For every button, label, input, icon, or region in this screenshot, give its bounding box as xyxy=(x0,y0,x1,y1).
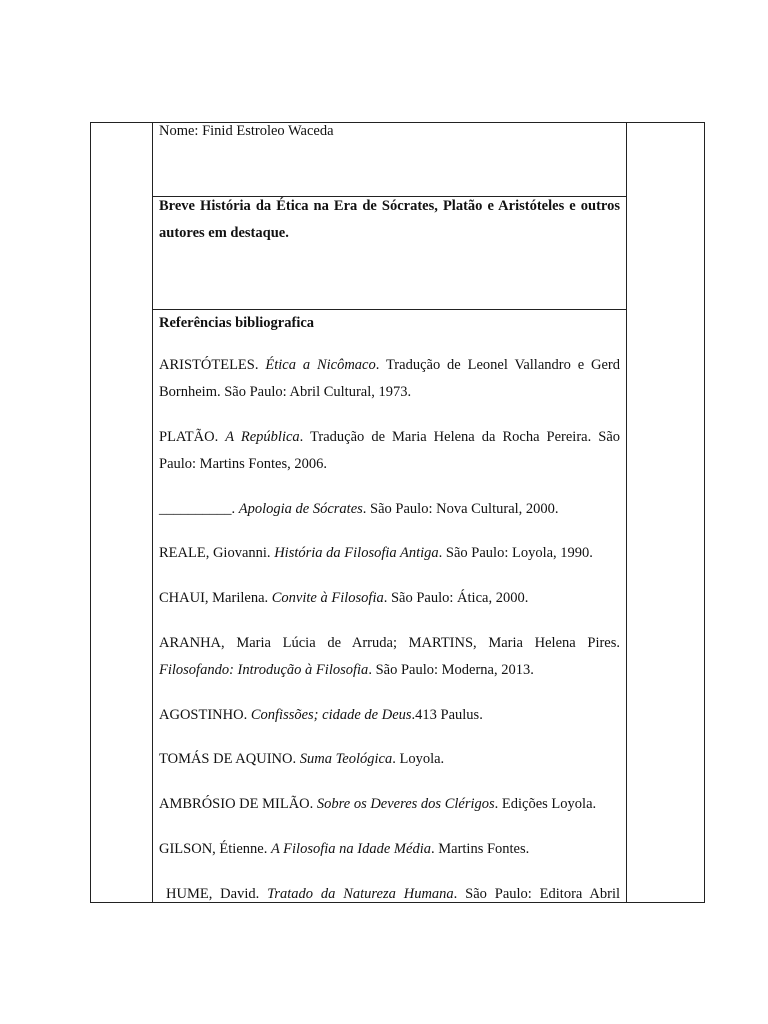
reference-item: GILSON, Étienne. A Filosofia na Idade Média. Martins Fontes. xyxy=(159,841,530,857)
references-heading: Referências bibliografica xyxy=(159,315,315,331)
column-divider-left xyxy=(152,122,153,903)
reference-item: PLATÃO. A República. Tradução de Maria Helena da Rocha Pereira. São Paulo: Martins Fontes, 2006. xyxy=(159,429,621,472)
reference-item: ARANHA, Maria Lúcia de Arruda; MARTINS, Maria Helena Pires. Filosofando: Introdução à Filosofia. São Paulo: Moderna, 2013. xyxy=(159,635,620,678)
reference-item: REALE, Giovanni. História da Filosofia Antiga. São Paulo: Loyola, 1990. xyxy=(159,545,593,561)
reference-item-clipped: HUME, David. Tratado da Natureza Humana. São Paulo: Editora Abril xyxy=(166,886,620,902)
work-title: Breve História da Ética na Era de Sócrates, Platão e Aristóteles e outros autores em destaque. xyxy=(159,198,620,241)
reference-item: CHAUI, Marilena. Convite à Filosofia. São Paulo: Ática, 2000. xyxy=(159,590,529,606)
column-divider-right xyxy=(626,122,627,903)
reference-item: TOMÁS DE AQUINO. Suma Teológica. Loyola. xyxy=(159,751,445,767)
reference-item: __________. Apologia de Sócrates. São Paulo: Nova Cultural, 2000. xyxy=(159,501,559,517)
reference-item: AGOSTINHO. Confissões; cidade de Deus.413 Paulus. xyxy=(159,707,483,723)
reference-item: ARISTÓTELES. Ética a Nicômaco. Tradução de Leonel Vallandro e Gerd Bornheim. São Paulo: Abril Cultural, 1973. xyxy=(159,357,620,400)
reference-item: AMBRÓSIO DE MILÃO. Sobre os Deveres dos Clérigos. Edições Loyola. xyxy=(159,796,597,812)
student-name: Nome: Finid Estroleo Waceda xyxy=(159,123,334,139)
